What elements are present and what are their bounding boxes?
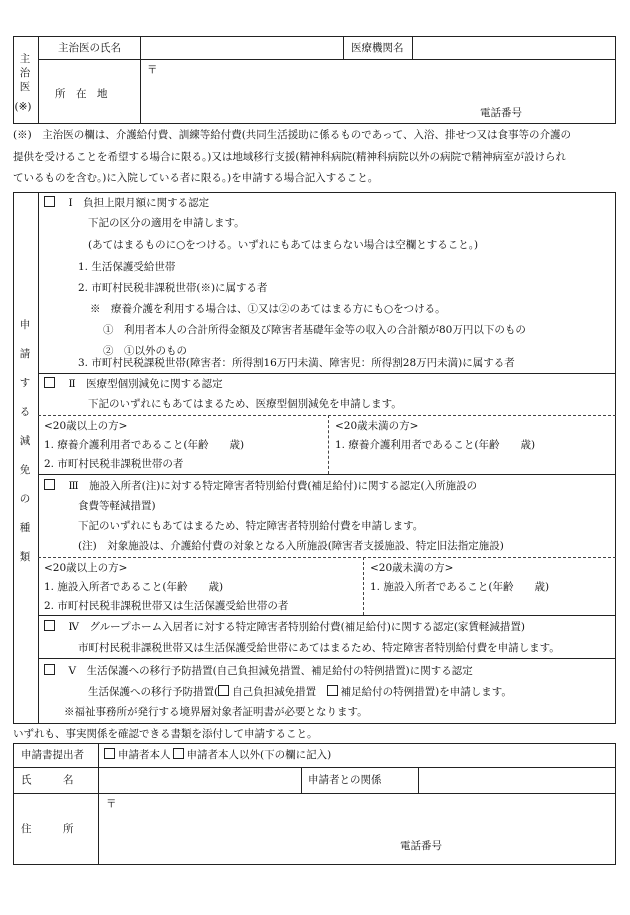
doctor-note-line-3: ているものを含む。)に入院している者に限る。)を申請する場合記入すること。 [13, 172, 379, 184]
section-4-checkbox[interactable] [44, 620, 55, 631]
section-3-under20-head: <20歳未満の方> [370, 562, 454, 574]
section-4-title: Ⅳ グループホーム入居者に対する特定障害者特別給付費(補足給付)に関する認定(家賃軽減措置) [44, 620, 525, 634]
institution-label: 医療機関名 [351, 42, 404, 54]
section-3-over20-head: <20歳以上の方> [44, 562, 128, 574]
relation-label: 申請者との関係 [308, 774, 382, 786]
doctor-address-field[interactable] [160, 62, 610, 102]
submitter-address-label: 住 所 [21, 823, 74, 835]
submitter-options: 申請者本人 申請者本人以外(下の欄に記入) [104, 748, 331, 762]
submitter-name-label: 氏 名 [21, 774, 74, 786]
section-1-option[interactable]: 3. 市町村民税課税世帯(障害者：所得割16万円未満、障害児：所得割28万円未満)に属する者 [78, 357, 515, 369]
section-2-over20-item[interactable]: 2. 市町村民税非課税世帯の者 [44, 458, 184, 470]
doctor-name-label: 主治医の氏名 [58, 42, 121, 54]
submitter-postal-mark: 〒 [106, 798, 117, 810]
section-1-line: 下記の区分の適用を申請します。 [88, 217, 245, 229]
section-2-checkbox[interactable] [44, 377, 55, 388]
section-1-line: ※ 療養介護を利用する場合は、①又は②のあてはまる方にも○をつける。 [90, 303, 446, 315]
section-3-line: 下記のいずれにもあてはまるため、特定障害者特別給付費を申請します。 [78, 520, 424, 532]
submitter-address-field[interactable] [120, 796, 610, 834]
section-1-checkbox[interactable] [44, 196, 55, 207]
section-2-under20-head: <20歳未満の方> [335, 420, 419, 432]
doctor-note-line-1: (※) 主治医の欄は、介護給付費、訓練等給付費(共同生活援助に係るものであって、入浴、排せつ又は食事等の介護の [13, 129, 571, 141]
section-2-line: 下記のいずれにもあてはまるため、医療型個別減免を申請します。 [88, 398, 402, 410]
section-3-title: Ⅲ 施設入所者(注)に対する特定障害者特別給付費(補足給付)に関する認定(入所施設の [44, 479, 477, 493]
section-1-option[interactable]: ① 利用者本人の合計所得金額及び障害者基礎年金等の収入の合計額が80万円以下のもの [103, 324, 526, 336]
doctor-note-line-2: 提供を受けることを希望する場合に限る。)又は地域移行支援(精神科病院(精神科病院以外の病院で精神病室が設けられ [13, 151, 567, 163]
section-3-title-cont: 食費等軽減措置) [78, 500, 156, 512]
submitter-phone-label: 電話番号 [400, 840, 442, 852]
section-5-title: Ⅴ 生活保護への移行予防措置(自己負担減免措置、補足給付の特例措置)に関する認定 [44, 664, 473, 678]
section-4-line: 市町村民税非課税世帯又は生活保護受給世帯にあてはまるため、特定障害者特別給付費を申請します。 [78, 642, 560, 654]
section-3-under20-item[interactable]: 1. 施設入所者であること(年齢 歳) [370, 581, 550, 593]
doctor-phone-label: 電話番号 [480, 107, 522, 119]
section-1-option[interactable]: 2. 市町村民税非課税世帯(※)に属する者 [78, 282, 268, 294]
section-1-option[interactable]: 1. 生活保護受給世帯 [78, 261, 176, 273]
section-1-line: (あてはまるものに○をつける。いずれにもあてはまらない場合は空欄とすること。) [88, 239, 479, 251]
attach-note: いずれも、事実関係を確認できる書類を添付して申請すること。 [13, 728, 318, 740]
section-5-note: ※福祉事務所が発行する境界層対象者証明書が必要となります。 [64, 706, 368, 718]
submitter-label: 申請書提出者 [21, 749, 84, 761]
self-pay-reduction-checkbox[interactable] [218, 685, 229, 696]
section-2-over20-head: <20歳以上の方> [44, 420, 128, 432]
doctor-side-label: 主 治 医 (※) [14, 53, 32, 113]
section-2-title: Ⅱ 医療型個別減免に関する認定 [44, 377, 223, 391]
reduction-side-label: 申 請 す る 減 免 の 種 類 [19, 319, 31, 563]
section-2-under20-item[interactable]: 1. 療養介護利用者であること(年齢 歳) [335, 439, 536, 451]
section-5-checkbox[interactable] [44, 664, 55, 675]
section-1-title: Ⅰ 負担上限月額に関する認定 [44, 196, 209, 210]
doctor-name-field[interactable] [142, 38, 341, 57]
section-3-over20-item[interactable]: 2. 市町村民税非課税世帯又は生活保護受給世帯の者 [44, 600, 289, 612]
supplementary-benefit-checkbox[interactable] [327, 685, 338, 696]
relation-field[interactable] [420, 769, 614, 791]
section-3-over20-item[interactable]: 1. 施設入所者であること(年齢 歳) [44, 581, 224, 593]
section-5-line: 生活保護への移行予防措置( 自己負担減免措置 補足給付の特例措置)を申請します。 [88, 686, 512, 698]
institution-field[interactable] [414, 38, 614, 57]
doctor-address-label: 所 在 地 [55, 88, 108, 100]
submitter-other-checkbox[interactable] [173, 748, 184, 759]
doctor-postal-mark: 〒 [147, 64, 158, 76]
section-2-over20-item[interactable]: 1. 療養介護利用者であること(年齢 歳) [44, 439, 245, 451]
submitter-name-field[interactable] [100, 769, 299, 791]
section-3-checkbox[interactable] [44, 479, 55, 490]
section-1-option[interactable]: ② ①以外のもの [103, 345, 187, 357]
section-3-line: (注) 対象施設は、介護給付費の対象となる入所施設(障害者支援施設、特定旧法指定施設) [78, 540, 504, 552]
submitter-self-checkbox[interactable] [104, 748, 115, 759]
